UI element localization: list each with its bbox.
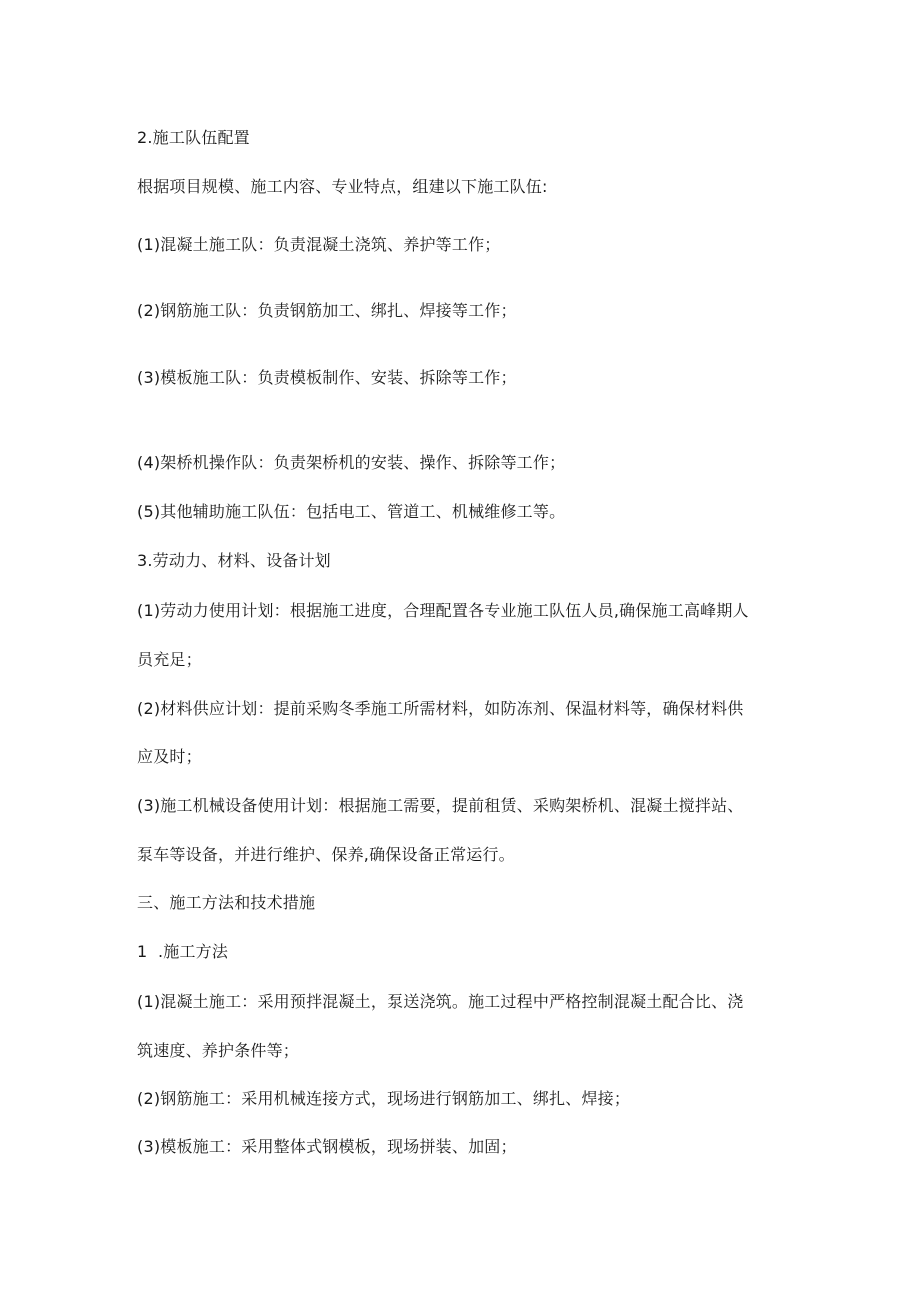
list-item: (2)材料供应计划：提前采购冬季施工所需材料，如防冻剂、保温材料等，确保材料供 bbox=[137, 699, 744, 718]
section-heading-construction-method: 1 .施工方法 bbox=[137, 942, 229, 961]
list-item: (1)混凝土施工队：负责混凝土浇筑、养护等工作； bbox=[137, 235, 501, 254]
list-item-continuation: 应及时； bbox=[137, 747, 202, 766]
section-heading-team-config: 2.施工队伍配置 bbox=[137, 128, 250, 147]
list-item: (4)架桥机操作队：负责架桥机的安装、操作、拆除等工作； bbox=[137, 453, 566, 472]
list-item-continuation: 筑速度、养护条件等； bbox=[137, 1041, 300, 1060]
list-item: (2)钢筋施工队：负责钢筋加工、绑扎、焊接等工作； bbox=[137, 301, 517, 320]
section-heading-resource-plan: 3.劳动力、材料、设备计划 bbox=[137, 551, 331, 570]
list-item: (3)模板施工：采用整体式钢模板，现场拼装、加固； bbox=[137, 1137, 517, 1156]
list-item-continuation: 泵车等设备，并进行维护、保养,确保设备正常运行。 bbox=[137, 845, 515, 864]
chapter-heading-construction-methods: 三、施工方法和技术措施 bbox=[137, 893, 316, 912]
list-item: (1)劳动力使用计划：根据施工进度，合理配置各专业施工队伍人员,确保施工高峰期人 bbox=[137, 601, 749, 620]
paragraph-text: 根据项目规模、施工内容、专业特点，组建以下施工队伍: bbox=[137, 177, 548, 196]
list-item: (3)施工机械设备使用计划：根据施工需要，提前租赁、采购架桥机、混凝土搅拌站、 bbox=[137, 796, 744, 815]
list-item: (3)模板施工队：负责模板制作、安装、拆除等工作； bbox=[137, 368, 517, 387]
list-item-continuation: 员充足； bbox=[137, 650, 202, 669]
list-item: (5)其他辅助施工队伍：包括电工、管道工、机械维修工等。 bbox=[137, 502, 566, 521]
list-item: (1)混凝土施工：采用预拌混凝土，泵送浇筑。施工过程中严格控制混凝土配合比、浇 bbox=[137, 992, 744, 1011]
list-item: (2)钢筋施工：采用机械连接方式，现场进行钢筋加工、绑扎、焊接； bbox=[137, 1089, 631, 1108]
